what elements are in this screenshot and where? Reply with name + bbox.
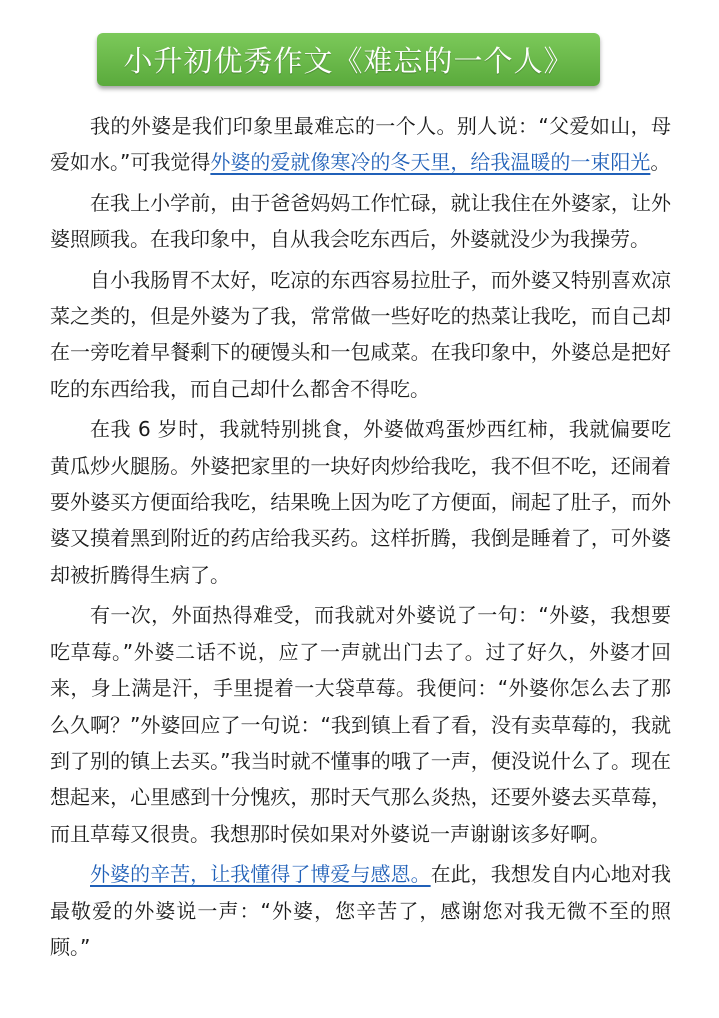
- essay-body: [50, 108, 671, 965]
- paragraph-4: [50, 411, 671, 593]
- highlight-sentence-2: 外婆的辛苦，让我懂得了博爱与感恩。: [90, 862, 431, 887]
- paragraph-3-text: 自小我肠胃不太好，吃凉的东西容易拉肚子，而外婆又特别喜欢凉菜之类的，但是外婆为了我，常常做一些好吃的热菜让我吃，而自己却在一旁吃着早餐剩下的硬馒头和一包咸菜。在我印象中，外婆总是把好吃的东西给我，而自己却什么都舍不得吃。: [50, 267, 671, 401]
- highlight-sentence-1: 外婆的爱就像寒冷的冬天里，给我温暖的一束阳光: [210, 150, 651, 175]
- paragraph-6-text: 在此，我想发自内心地对我最敬爱的外婆说一声：“外婆，您辛苦了，感谢您对我无微不至的照顾。”: [50, 862, 672, 959]
- paragraph-2: [50, 185, 671, 258]
- paragraph-1: [50, 108, 671, 181]
- paragraph-2-text: 在我上小学前，由于爸爸妈妈工作忙碌，就让我住在外婆家，让外婆照顾我。在我印象中，自从我会吃东西后，外婆就没少为我操劳。: [50, 190, 671, 252]
- paragraph-6: [50, 856, 671, 965]
- paragraph-5: [50, 597, 671, 852]
- paragraph-1-text: 我的外婆是我们印象里最难忘的一个人。别人说：“父爱如山，母爱如水。”可我觉得: [50, 114, 671, 175]
- paragraph-1-ending: 。: [650, 150, 671, 175]
- paragraph-3: [50, 262, 671, 408]
- paragraph-5-text: 有一次，外面热得难受，而我就对外婆说了一句：“外婆，我想要吃草莓。”外婆二话不说，应了一声就出门去了。过了好久，外婆才回来，身上满是汗，手里提着一大袋草莓。我便问：“外婆你怎么去了那么久啊？”外婆回应了一句说：“我到镇上看了看，没有卖草莓的，我就到了别的镇上去买。”我当时就不懂事的哦了一声，便没说什么了。现在想起来，心里感到十分愧疚，那时天气那么炎热，还要外婆去买草莓，而且草莓又很贵。我想那时侯如果对外婆说一声谢谢该多好啊。: [50, 603, 671, 846]
- paragraph-4-text: 在我 6 岁时，我就特别挑食，外婆做鸡蛋炒西红柿，我就偏要吃黄瓜炒火腿肠。外婆把家里的一块好肉炒给我吃，我不但不吃，还闹着要外婆买方便面给我吃，结果晚上因为吃了方便面，闹起了肚子，而外婆又摸着黑到附近的药店给我买药。这样折腾，我倒是睡着了，可外婆却被折腾得生病了。: [50, 417, 671, 587]
- title-banner: [97, 33, 600, 86]
- page-title: 小升初优秀作文《难忘的一个人》: [123, 44, 574, 78]
